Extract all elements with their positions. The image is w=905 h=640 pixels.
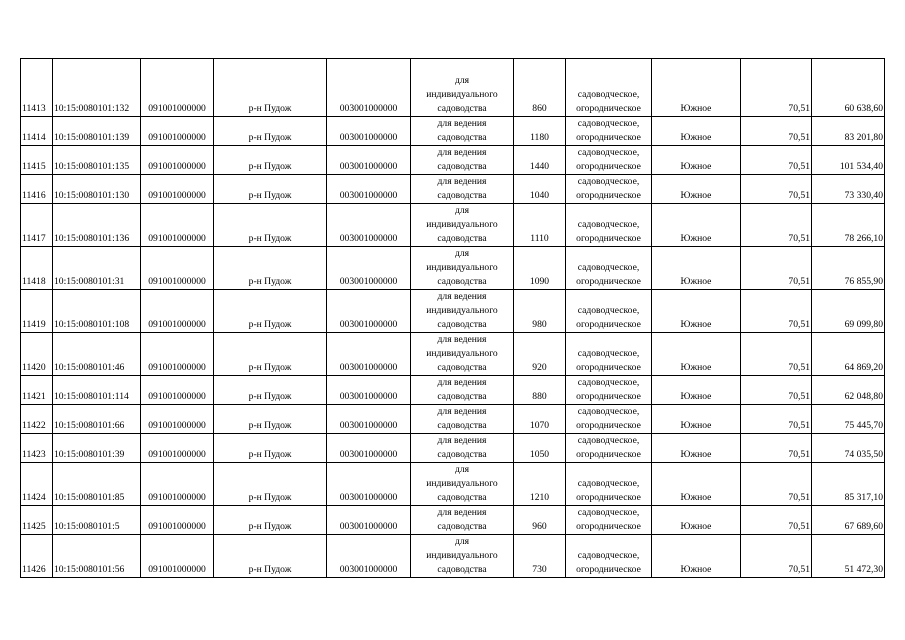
specific-value: 70,51 bbox=[741, 376, 812, 405]
oktmo-code: 003001000000 bbox=[327, 463, 411, 506]
zone: Южное bbox=[652, 506, 741, 535]
table-row bbox=[21, 463, 885, 506]
zone: Южное bbox=[652, 59, 741, 117]
cadastral-value: 76 855,90 bbox=[812, 247, 885, 290]
cadastral-number: 10:15:0080101:114 bbox=[53, 376, 141, 405]
district: р-н Пудож bbox=[214, 333, 327, 376]
permitted-use: для ведения садоводства bbox=[411, 117, 514, 146]
oktmo-code: 003001000000 bbox=[327, 376, 411, 405]
okato-code: 091001000000 bbox=[141, 290, 214, 333]
use-category: садоводческое, огородническое bbox=[566, 290, 652, 333]
specific-value: 70,51 bbox=[741, 204, 812, 247]
area: 1050 bbox=[514, 434, 566, 463]
permitted-use: для индивидуального садоводства bbox=[411, 59, 514, 117]
area: 880 bbox=[514, 376, 566, 405]
table-row bbox=[21, 434, 885, 463]
use-category: садоводческое, огородническое bbox=[566, 247, 652, 290]
specific-value: 70,51 bbox=[741, 290, 812, 333]
cadastral-value: 69 099,80 bbox=[812, 290, 885, 333]
oktmo-code: 003001000000 bbox=[327, 434, 411, 463]
use-category: садоводческое, огородническое bbox=[566, 434, 652, 463]
okato-code: 091001000000 bbox=[141, 535, 214, 578]
zone: Южное bbox=[652, 290, 741, 333]
oktmo-code: 003001000000 bbox=[327, 405, 411, 434]
cadastral-value: 62 048,80 bbox=[812, 376, 885, 405]
oktmo-code: 003001000000 bbox=[327, 59, 411, 117]
district: р-н Пудож bbox=[214, 247, 327, 290]
table-row bbox=[21, 405, 885, 434]
use-category: садоводческое, огородническое bbox=[566, 204, 652, 247]
area: 1090 bbox=[514, 247, 566, 290]
oktmo-code: 003001000000 bbox=[327, 247, 411, 290]
specific-value: 70,51 bbox=[741, 175, 812, 204]
table-row bbox=[21, 247, 885, 290]
district: р-н Пудож bbox=[214, 146, 327, 175]
permitted-use: для ведения садоводства bbox=[411, 405, 514, 434]
zone: Южное bbox=[652, 146, 741, 175]
district: р-н Пудож bbox=[214, 463, 327, 506]
cadastral-number: 10:15:0080101:85 bbox=[53, 463, 141, 506]
okato-code: 091001000000 bbox=[141, 59, 214, 117]
use-category: садоводческое, огородническое bbox=[566, 405, 652, 434]
zone: Южное bbox=[652, 434, 741, 463]
permitted-use: для ведения садоводства bbox=[411, 434, 514, 463]
area: 1070 bbox=[514, 405, 566, 434]
district: р-н Пудож bbox=[214, 434, 327, 463]
district: р-н Пудож bbox=[214, 376, 327, 405]
use-category: садоводческое, огородническое bbox=[566, 146, 652, 175]
row-number: 11426 bbox=[21, 535, 53, 578]
permitted-use: для ведения садоводства bbox=[411, 506, 514, 535]
okato-code: 091001000000 bbox=[141, 434, 214, 463]
cadastral-number: 10:15:0080101:139 bbox=[53, 117, 141, 146]
zone: Южное bbox=[652, 117, 741, 146]
oktmo-code: 003001000000 bbox=[327, 506, 411, 535]
zone: Южное bbox=[652, 463, 741, 506]
use-category: садоводческое, огородническое bbox=[566, 333, 652, 376]
use-category: садоводческое, огородническое bbox=[566, 175, 652, 204]
specific-value: 70,51 bbox=[741, 146, 812, 175]
cadastral-value: 51 472,30 bbox=[812, 535, 885, 578]
use-category: садоводческое, огородническое bbox=[566, 535, 652, 578]
row-number: 11421 bbox=[21, 376, 53, 405]
row-number: 11418 bbox=[21, 247, 53, 290]
cadastral-value: 64 869,20 bbox=[812, 333, 885, 376]
area: 1110 bbox=[514, 204, 566, 247]
specific-value: 70,51 bbox=[741, 434, 812, 463]
cadastral-number: 10:15:0080101:66 bbox=[53, 405, 141, 434]
cadastral-value: 73 330,40 bbox=[812, 175, 885, 204]
okato-code: 091001000000 bbox=[141, 376, 214, 405]
row-number: 11414 bbox=[21, 117, 53, 146]
permitted-use: для ведения садоводства bbox=[411, 175, 514, 204]
okato-code: 091001000000 bbox=[141, 146, 214, 175]
specific-value: 70,51 bbox=[741, 506, 812, 535]
cadastral-number: 10:15:0080101:108 bbox=[53, 290, 141, 333]
district: р-н Пудож bbox=[214, 59, 327, 117]
table-row bbox=[21, 204, 885, 247]
use-category: садоводческое, огородническое bbox=[566, 376, 652, 405]
okato-code: 091001000000 bbox=[141, 117, 214, 146]
zone: Южное bbox=[652, 333, 741, 376]
specific-value: 70,51 bbox=[741, 59, 812, 117]
permitted-use: для ведения индивидуального садоводства bbox=[411, 333, 514, 376]
cadastral-value: 60 638,60 bbox=[812, 59, 885, 117]
cadastral-number: 10:15:0080101:31 bbox=[53, 247, 141, 290]
area: 1210 bbox=[514, 463, 566, 506]
row-number: 11425 bbox=[21, 506, 53, 535]
table-row bbox=[21, 376, 885, 405]
table-row bbox=[21, 146, 885, 175]
oktmo-code: 003001000000 bbox=[327, 290, 411, 333]
area: 860 bbox=[514, 59, 566, 117]
area: 1040 bbox=[514, 175, 566, 204]
specific-value: 70,51 bbox=[741, 117, 812, 146]
specific-value: 70,51 bbox=[741, 247, 812, 290]
row-number: 11423 bbox=[21, 434, 53, 463]
district: р-н Пудож bbox=[214, 405, 327, 434]
cadastral-number: 10:15:0080101:39 bbox=[53, 434, 141, 463]
okato-code: 091001000000 bbox=[141, 506, 214, 535]
cadastral-number: 10:15:0080101:56 bbox=[53, 535, 141, 578]
zone: Южное bbox=[652, 247, 741, 290]
oktmo-code: 003001000000 bbox=[327, 333, 411, 376]
district: р-н Пудож bbox=[214, 175, 327, 204]
area: 980 bbox=[514, 290, 566, 333]
zone: Южное bbox=[652, 405, 741, 434]
cadastral-number: 10:15:0080101:132 bbox=[53, 59, 141, 117]
cadastral-value: 78 266,10 bbox=[812, 204, 885, 247]
permitted-use: для ведения садоводства bbox=[411, 146, 514, 175]
cadastral-value: 74 035,50 bbox=[812, 434, 885, 463]
area: 920 bbox=[514, 333, 566, 376]
zone: Южное bbox=[652, 175, 741, 204]
okato-code: 091001000000 bbox=[141, 247, 214, 290]
cadastral-value: 83 201,80 bbox=[812, 117, 885, 146]
row-number: 11417 bbox=[21, 204, 53, 247]
permitted-use: для ведения садоводства bbox=[411, 376, 514, 405]
area: 1440 bbox=[514, 146, 566, 175]
row-number: 11424 bbox=[21, 463, 53, 506]
zone: Южное bbox=[652, 535, 741, 578]
permitted-use: для индивидуального садоводства bbox=[411, 247, 514, 290]
row-number: 11422 bbox=[21, 405, 53, 434]
district: р-н Пудож bbox=[214, 290, 327, 333]
zone: Южное bbox=[652, 204, 741, 247]
row-number: 11416 bbox=[21, 175, 53, 204]
row-number: 11413 bbox=[21, 59, 53, 117]
cadastral-value: 85 317,10 bbox=[812, 463, 885, 506]
table-row bbox=[21, 59, 885, 117]
oktmo-code: 003001000000 bbox=[327, 117, 411, 146]
cadastral-number: 10:15:0080101:135 bbox=[53, 146, 141, 175]
cadastral-value-table bbox=[20, 58, 885, 578]
cadastral-number: 10:15:0080101:136 bbox=[53, 204, 141, 247]
cadastral-number: 10:15:0080101:46 bbox=[53, 333, 141, 376]
row-number: 11419 bbox=[21, 290, 53, 333]
okato-code: 091001000000 bbox=[141, 333, 214, 376]
permitted-use: для индивидуального садоводства bbox=[411, 535, 514, 578]
oktmo-code: 003001000000 bbox=[327, 535, 411, 578]
table-row bbox=[21, 535, 885, 578]
table-row bbox=[21, 175, 885, 204]
area: 1180 bbox=[514, 117, 566, 146]
okato-code: 091001000000 bbox=[141, 463, 214, 506]
table-body bbox=[21, 59, 885, 578]
use-category: садоводческое, огородническое bbox=[566, 463, 652, 506]
district: р-н Пудож bbox=[214, 506, 327, 535]
cadastral-number: 10:15:0080101:130 bbox=[53, 175, 141, 204]
use-category: садоводческое, огородническое bbox=[566, 59, 652, 117]
specific-value: 70,51 bbox=[741, 463, 812, 506]
use-category: садоводческое, огородническое bbox=[566, 506, 652, 535]
okato-code: 091001000000 bbox=[141, 204, 214, 247]
district: р-н Пудож bbox=[214, 535, 327, 578]
oktmo-code: 003001000000 bbox=[327, 146, 411, 175]
okato-code: 091001000000 bbox=[141, 175, 214, 204]
table-row bbox=[21, 506, 885, 535]
permitted-use: для индивидуального садоводства bbox=[411, 204, 514, 247]
table-row bbox=[21, 290, 885, 333]
use-category: садоводческое, огородническое bbox=[566, 117, 652, 146]
district: р-н Пудож bbox=[214, 117, 327, 146]
area: 730 bbox=[514, 535, 566, 578]
row-number: 11415 bbox=[21, 146, 53, 175]
permitted-use: для индивидуального садоводства bbox=[411, 463, 514, 506]
cadastral-value: 101 534,40 bbox=[812, 146, 885, 175]
district: р-н Пудож bbox=[214, 204, 327, 247]
table-row bbox=[21, 117, 885, 146]
cadastral-value: 67 689,60 bbox=[812, 506, 885, 535]
specific-value: 70,51 bbox=[741, 405, 812, 434]
zone: Южное bbox=[652, 376, 741, 405]
specific-value: 70,51 bbox=[741, 535, 812, 578]
specific-value: 70,51 bbox=[741, 333, 812, 376]
area: 960 bbox=[514, 506, 566, 535]
oktmo-code: 003001000000 bbox=[327, 204, 411, 247]
permitted-use: для ведения индивидуального садоводства bbox=[411, 290, 514, 333]
cadastral-value: 75 445,70 bbox=[812, 405, 885, 434]
cadastral-number: 10:15:0080101:5 bbox=[53, 506, 141, 535]
row-number: 11420 bbox=[21, 333, 53, 376]
oktmo-code: 003001000000 bbox=[327, 175, 411, 204]
okato-code: 091001000000 bbox=[141, 405, 214, 434]
table-row bbox=[21, 333, 885, 376]
